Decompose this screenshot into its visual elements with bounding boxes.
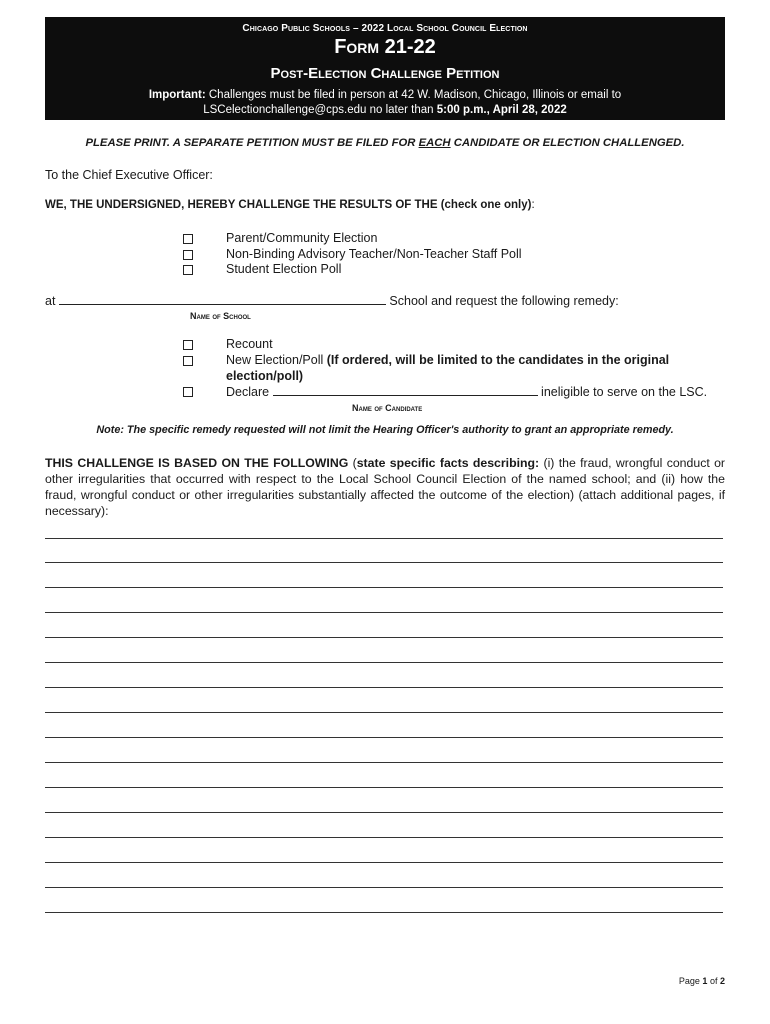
addressee: To the Chief Executive Officer: (45, 168, 213, 182)
page-total: 2 (719, 976, 725, 986)
student-election-poll-label: Student Election Poll (226, 262, 342, 276)
new-election-note-line-2 (226, 369, 303, 383)
school-name-field[interactable] (59, 293, 386, 305)
new-election-label (226, 353, 669, 367)
form-header (45, 17, 725, 120)
answer-line-12[interactable] (45, 812, 723, 813)
advisory-staff-poll-checkbox[interactable] (183, 250, 193, 260)
answer-line-9[interactable] (45, 737, 723, 738)
important-label: Important: (148, 89, 206, 101)
school-name-caption: Name of School (190, 311, 251, 321)
answer-line-14[interactable] (45, 862, 723, 863)
page-of: of (709, 976, 718, 986)
declare-ineligible-checkbox[interactable] (183, 387, 193, 397)
advisory-staff-poll-label: Non-Binding Advisory Teacher/Non-Teacher Staff Poll (226, 247, 522, 261)
school-line (45, 293, 619, 308)
form-title: Post-Election Challenge Petition (270, 65, 500, 82)
page-word: Page (678, 976, 700, 986)
school-line-prefix: at (45, 294, 56, 308)
challenge-statement-text: WE, THE UNDERSIGNED, HEREBY CHALLENGE THE RESULTS OF THE (check one only) (45, 199, 532, 211)
important-line-1 (45, 89, 725, 101)
deadline: 5:00 p.m., April 28, 2022 (436, 104, 567, 116)
form-number: Form 21-22 (334, 36, 436, 58)
declare-suffix: ineligible to serve on the LSC. (541, 385, 708, 399)
declare-prefix: Declare (226, 385, 270, 399)
candidate-name-field[interactable] (273, 384, 538, 396)
answer-line-6[interactable] (45, 662, 723, 663)
answer-line-8[interactable] (45, 712, 723, 713)
new-election-checkbox[interactable] (183, 356, 193, 366)
recount-label: Recount (226, 337, 273, 351)
answer-line-4[interactable] (45, 612, 723, 613)
new-election-text: New Election/Poll (226, 353, 324, 367)
candidate-name-caption: Name of Candidate (352, 403, 423, 413)
challenge-colon: : (531, 199, 535, 211)
org-line: Chicago Public Schools – 2022 Local School Council Election (242, 23, 528, 34)
important-line-2 (45, 104, 725, 116)
new-election-note-2: election/poll) (226, 369, 304, 383)
declare-ineligible-label (226, 384, 707, 399)
answer-line-5[interactable] (45, 637, 723, 638)
basis-paren: ( (348, 456, 357, 470)
answer-line-3[interactable] (45, 587, 723, 588)
remedy-note: Note: The specific remedy requested will not limit the Hearing Officer's authority to grant an appropriate remedy. (96, 424, 674, 436)
answer-line-16[interactable] (45, 912, 723, 913)
answer-line-1[interactable] (45, 538, 723, 539)
answer-line-13[interactable] (45, 837, 723, 838)
answer-line-15[interactable] (45, 887, 723, 888)
answer-line-11[interactable] (45, 787, 723, 788)
important-text-2: LSCelectionchallenge@cps.edu no later than (203, 104, 434, 116)
student-election-poll-checkbox[interactable] (183, 265, 193, 275)
basis-lead: THIS CHALLENGE IS BASED ON THE FOLLOWING (45, 456, 349, 470)
basis-facts-label: state specific facts describing: (356, 456, 540, 470)
new-election-note-1: (If ordered, will be limited to the candidates in the original (326, 353, 670, 367)
answer-line-2[interactable] (45, 562, 723, 563)
please-print-instruction (45, 137, 725, 149)
please-print-1: PLEASE PRINT. A SEPARATE PETITION MUST BE FILED FOR (85, 137, 416, 149)
page-current: 1 (702, 976, 708, 986)
answer-line-7[interactable] (45, 687, 723, 688)
page-number (679, 976, 725, 986)
important-text-1: Challenges must be filed in person at 42 W. Madison, Chicago, Illinois or email to (208, 89, 622, 101)
school-line-suffix: School and request the following remedy: (389, 294, 619, 308)
answer-line-10[interactable] (45, 762, 723, 763)
please-print-each: EACH (418, 137, 451, 149)
parent-community-election-checkbox[interactable] (183, 234, 193, 244)
please-print-2: CANDIDATE OR ELECTION CHALLENGED. (453, 137, 685, 149)
basis-text: (i) the fraud, wrongful conduct or other irregularities that occurred with respect to the Local School Council Election of the named school; and (ii) how the fraud, wrongful conduct or other irregularities substantially affected the outcome of the election) (attach additional pages, if necessary): (45, 456, 726, 518)
challenge-statement (45, 199, 535, 211)
recount-checkbox[interactable] (183, 340, 193, 350)
parent-community-election-label: Parent/Community Election (226, 231, 378, 245)
challenge-basis-instructions (45, 455, 725, 519)
